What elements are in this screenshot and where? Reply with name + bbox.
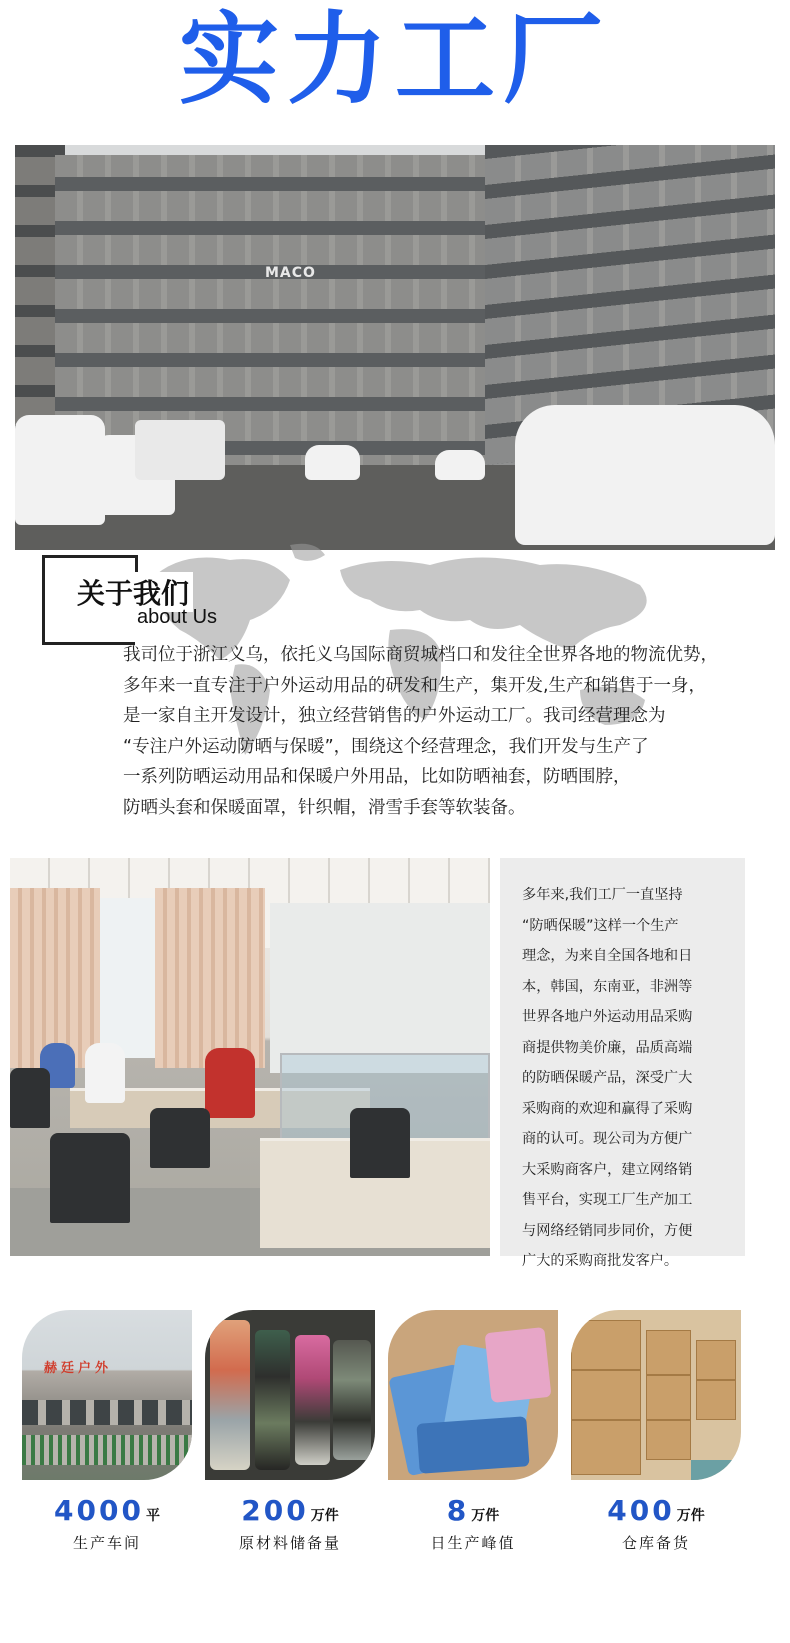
about-line: 多年来一直专注于户外运动用品的研发和生产，集开发,生产和销售于一身， (123, 675, 707, 696)
window (100, 898, 155, 1058)
office-paragraph (522, 880, 732, 1277)
stat-card-workshop (22, 1310, 192, 1560)
workshop-sign: 赫廷户外 (44, 1361, 113, 1376)
van (135, 420, 225, 480)
office-chair (50, 1133, 130, 1223)
office-text-box (500, 858, 745, 1269)
office-chair (10, 1068, 50, 1128)
office-line: 商的认可。现公司为方便广 (522, 1131, 693, 1147)
fabric-rolls (333, 1340, 371, 1460)
about-paragraph (123, 640, 778, 823)
office-chair (350, 1108, 410, 1178)
about-line: 防晒头套和保暖面罩，针织帽，滑雪手套等软装备。 (123, 797, 526, 818)
stat-card-products (388, 1310, 558, 1560)
stat-unit: 万件 (676, 1508, 705, 1524)
windows (22, 1400, 192, 1425)
stat-caption: 原材料储备量 (238, 1534, 341, 1552)
carton (696, 1380, 736, 1420)
carton (571, 1420, 641, 1475)
carton (646, 1330, 691, 1375)
stat-unit: 平 (145, 1508, 160, 1524)
stat-number: 200 (241, 1494, 309, 1527)
stat-value (205, 1494, 375, 1527)
carton (571, 1370, 641, 1420)
products-photo (388, 1310, 558, 1480)
person (205, 1048, 255, 1118)
warehouse-photo (571, 1310, 741, 1480)
gate (22, 1435, 192, 1465)
carton (646, 1375, 691, 1420)
stat-number: 4000 (54, 1494, 144, 1527)
office-line: 采购商的欢迎和赢得了采购 (522, 1100, 693, 1117)
carton (646, 1420, 691, 1460)
about-heading: 关于我们 (73, 572, 193, 612)
stat-caption: 生产车间 (72, 1534, 141, 1552)
about-line: 我司位于浙江义乌，依托义乌国际商贸城档口和发往全世界各地的物流优势， (123, 645, 718, 665)
car (305, 445, 360, 480)
about-line: 一系列防晒运动用品和保暖户外用品，比如防晒袖套，防晒围脖， (123, 767, 631, 787)
office-line: “防晒保暖”这样一个生产 (522, 917, 679, 934)
fabric-rolls (210, 1320, 250, 1470)
stat-value (22, 1494, 192, 1527)
office-chair (150, 1108, 210, 1168)
office-line: 商提供物美价廉，品质高端 (522, 1039, 693, 1056)
page-title: 实力工厂 (179, 1, 611, 118)
wall (270, 903, 490, 1073)
stat-value (388, 1494, 558, 1527)
about-subheading: about Us (137, 606, 218, 628)
factory-building-photo (15, 145, 775, 550)
stat-value (571, 1494, 741, 1527)
car (515, 405, 775, 545)
curtain (10, 888, 100, 1068)
office-line: 理念，为来自全国各地和日 (522, 948, 693, 964)
office-line: 本，韩国，东南亚，非洲等 (522, 978, 693, 995)
about-line: 是一家自主开发设计，独立经营销售的户外运动工厂。我司经营理念为 (123, 706, 666, 726)
office-line: 世界各地户外运动用品采购 (522, 1009, 693, 1025)
fabric-rolls (295, 1335, 330, 1465)
stat-card-materials (205, 1310, 375, 1560)
materials-photo (205, 1310, 375, 1480)
carton (696, 1340, 736, 1380)
warehouse-floor (691, 1460, 741, 1480)
stat-number: 400 (607, 1494, 675, 1527)
about-line: “专注户外运动防晒与保暖”，围绕这个经营理念，我们开发与生产了 (123, 736, 649, 757)
carton (571, 1320, 641, 1370)
about-section (0, 540, 790, 850)
office-line: 的防晒保暖产品，深受广大 (522, 1070, 693, 1086)
car (15, 415, 105, 525)
office-line: 售平台，实现工厂生产加工 (522, 1192, 693, 1208)
curtain (155, 888, 265, 1068)
office-line: 与网络经销同步同价，方便 (522, 1222, 693, 1239)
office-line: 大采购商客户，建立网络销 (522, 1161, 693, 1178)
person (85, 1043, 125, 1103)
product-bag (416, 1416, 529, 1474)
workshop-photo (22, 1310, 192, 1480)
office-line: 广大的采购商批发客户。 (522, 1253, 679, 1269)
stat-caption: 仓库备货 (621, 1534, 690, 1552)
car (435, 450, 485, 480)
office-photo (10, 858, 490, 1256)
fabric-rolls (255, 1330, 290, 1470)
office-line: 多年来,我们工厂一直坚持 (522, 887, 683, 903)
building-sign: MACO (265, 265, 316, 281)
stat-card-warehouse (571, 1310, 741, 1560)
product-bag (485, 1327, 552, 1403)
stat-unit: 万件 (310, 1508, 339, 1524)
stat-number: 8 (446, 1494, 470, 1527)
stat-caption: 日生产峰值 (430, 1534, 516, 1552)
stat-unit: 万件 (471, 1508, 500, 1524)
